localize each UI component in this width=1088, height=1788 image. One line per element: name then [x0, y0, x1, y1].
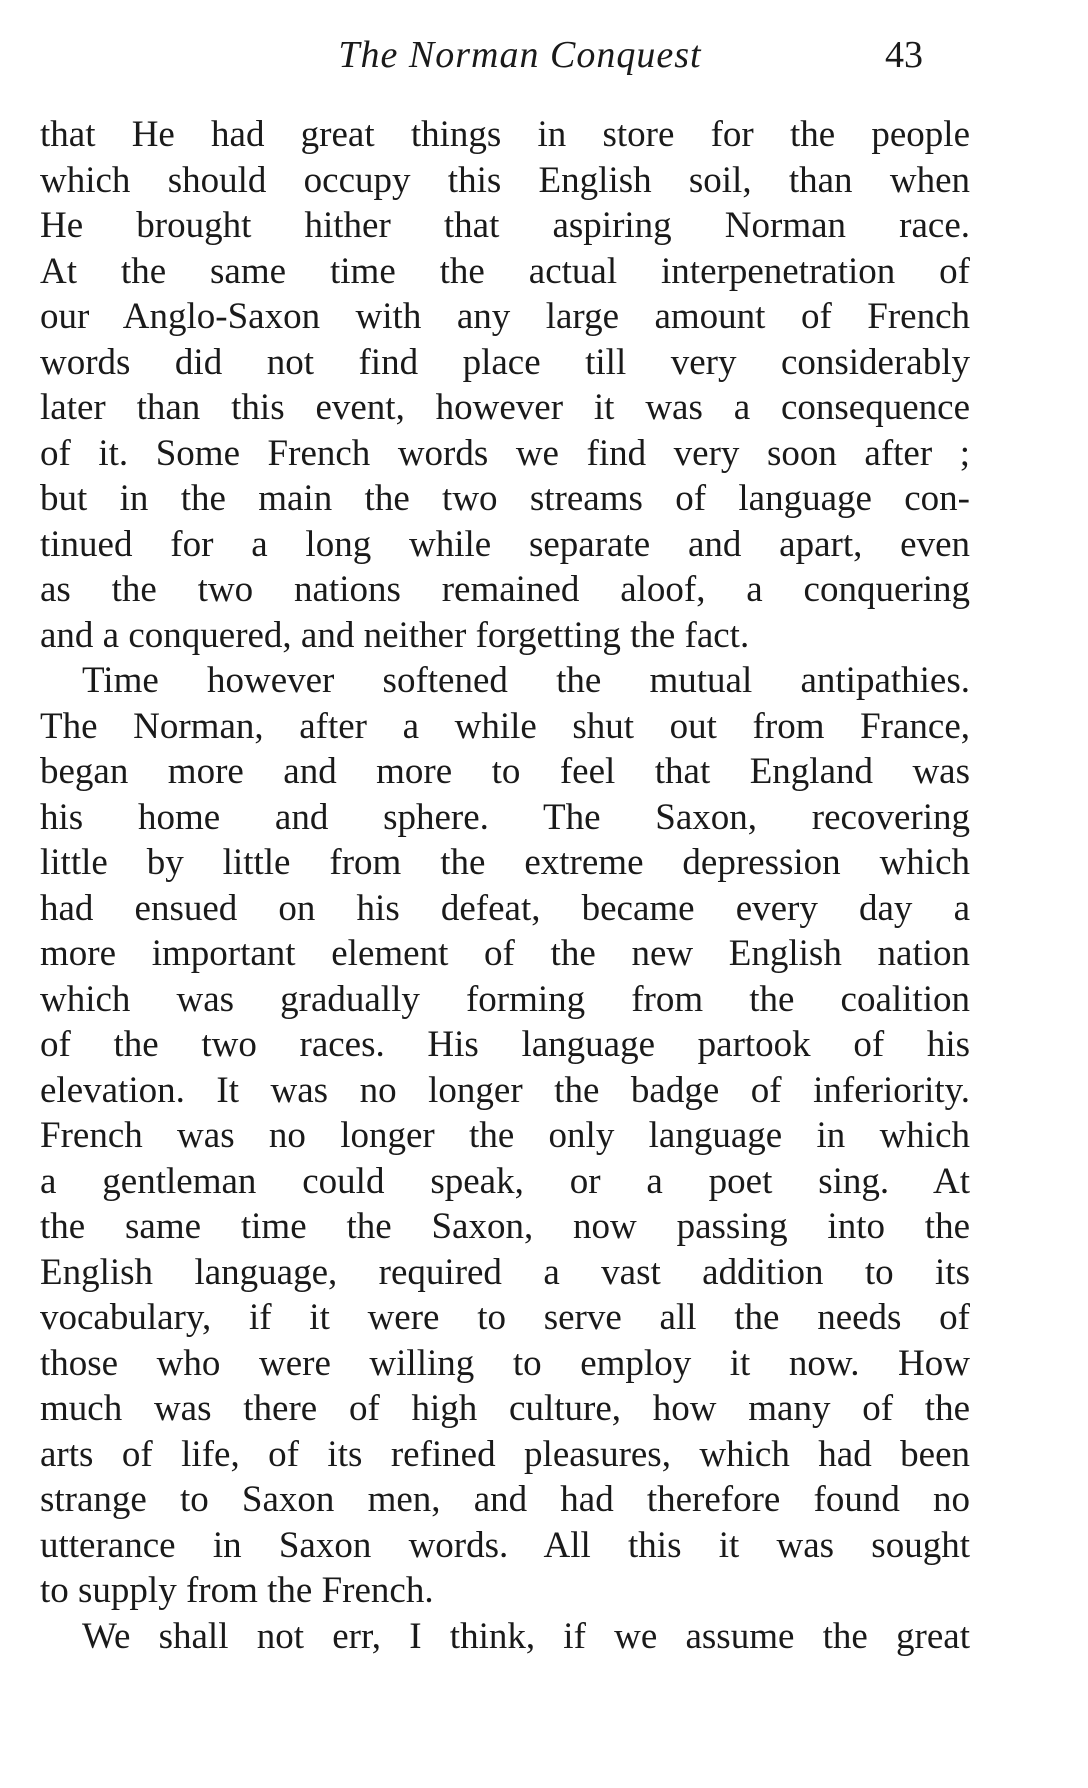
text-line: had ensued on his defeat, became every day a — [40, 887, 970, 929]
text-line: of it. Some French words we find very soon after ; — [40, 432, 970, 474]
text-line: to supply from the French. — [40, 1570, 434, 1611]
text-line: those who were willing to employ it now. How — [40, 1342, 970, 1384]
text-line: words did not find place till very considerably — [40, 341, 970, 383]
text-line: strange to Saxon men, and had therefore found no — [40, 1479, 970, 1520]
text-line: but in the main the two streams of language con- — [40, 478, 970, 519]
text-line: which should occupy this English soil, than when — [40, 159, 970, 201]
text-line: The Norman, after a while shut out from France, — [40, 705, 970, 747]
text-line: his home and sphere. The Saxon, recovering — [40, 796, 970, 838]
text-line: little by little from the extreme depression which — [40, 842, 970, 883]
text-line: He brought hither that aspiring Norman race. — [40, 205, 970, 246]
page-number: 43 — [885, 34, 923, 76]
text-line: a gentleman could speak, or a poet sing. At — [40, 1160, 970, 1202]
paragraph-start-line: We shall not err, I think, if we assume the great — [82, 1615, 970, 1657]
text-line: vocabulary, if it were to serve all the needs of — [40, 1297, 970, 1338]
text-line: and a conquered, and neither forgetting the fact. — [40, 614, 750, 656]
text-line: of the two races. His language partook of his — [40, 1024, 970, 1065]
running-title: The Norman Conquest — [338, 34, 702, 76]
text-line: later than this event, however it was a consequence — [40, 387, 970, 428]
text-line: our Anglo-Saxon with any large amount of French — [40, 296, 970, 337]
text-line: At the same time the actual interpenetration of — [40, 250, 970, 292]
text-line: the same time the Saxon, now passing into the — [40, 1206, 970, 1247]
text-line: more important element of the new English nation — [40, 933, 970, 974]
text-line: French was no longer the only language in which — [40, 1115, 970, 1156]
text-line: tinued for a long while separate and apart, even — [40, 523, 970, 565]
running-header — [40, 28, 1048, 84]
text-line: as the two nations remained aloof, a conquering — [40, 569, 970, 610]
text-line: arts of life, of its refined pleasures, which had been — [40, 1433, 970, 1475]
text-line: that He had great things in store for the people — [40, 114, 970, 155]
text-line: began more and more to feel that England was — [40, 751, 970, 792]
text-line: much was there of high culture, how many of the — [40, 1388, 970, 1429]
text-line: utterance in Saxon words. All this it was sought — [40, 1524, 970, 1566]
text-line: which was gradually forming from the coalition — [40, 978, 970, 1020]
paragraph-start-line: Time however softened the mutual antipathies. — [82, 660, 970, 701]
text-line: English language, required a vast addition to its — [40, 1251, 970, 1293]
body-text — [40, 112, 970, 1659]
text-line: elevation. It was no longer the badge of inferiority. — [40, 1069, 970, 1111]
